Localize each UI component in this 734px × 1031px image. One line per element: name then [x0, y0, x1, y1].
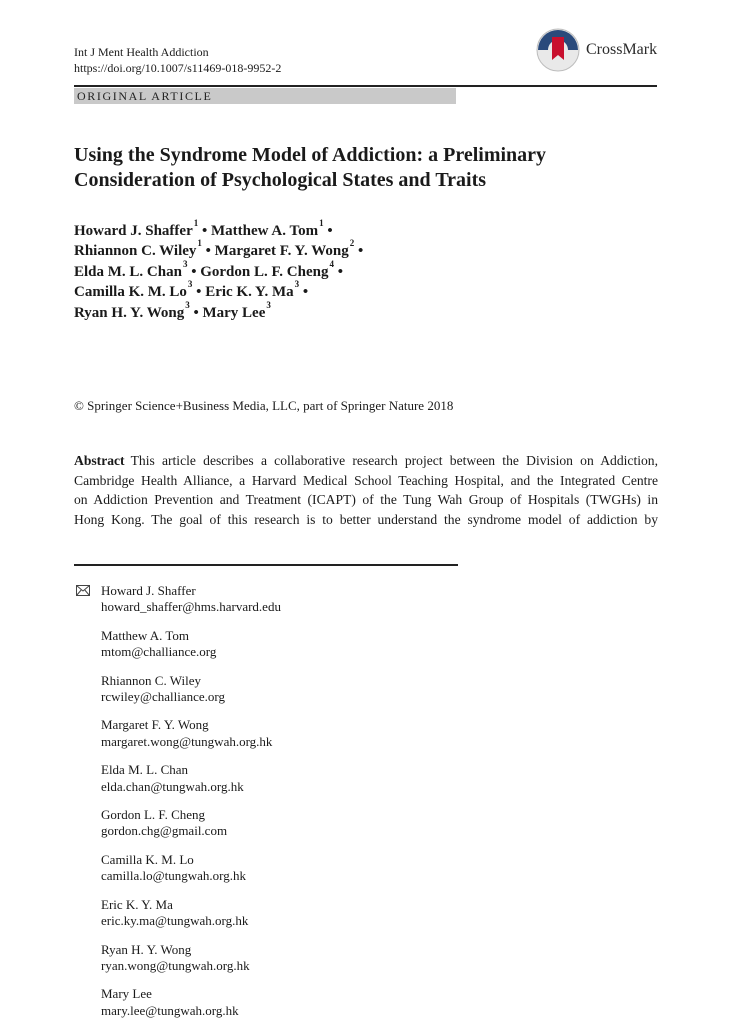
contact-entry	[101, 942, 281, 975]
affiliation-sup: 3	[182, 258, 188, 269]
contact-name: Camilla K. M. Lo	[101, 851, 194, 867]
affiliation-sup: 4	[329, 258, 334, 269]
author-list	[74, 218, 634, 323]
author-separator: •	[193, 304, 199, 321]
contact-entry	[101, 628, 281, 661]
contact-name: Matthew A. Tom	[101, 627, 190, 643]
abstract-line: on Addiction Prevention and Treatment (ICAPT) of the Tung Wah Group of Hospitals (TWGHs) in	[74, 492, 658, 507]
contact-entry	[101, 583, 281, 616]
journal-name: Int J Ment Health Addiction	[74, 45, 209, 59]
affiliation-sup: 1	[197, 238, 202, 249]
title-line: Consideration of Psychological States and Traits	[74, 169, 487, 191]
author-separator: •	[202, 223, 208, 239]
title-line: Using the Syndrome Model of Addiction: a Preliminary	[74, 144, 547, 166]
contact-email[interactable]: elda.chan@tungwah.org.hk	[101, 778, 244, 794]
contact-entry	[101, 986, 281, 1019]
contact-name: Ryan H. Y. Wong	[101, 941, 192, 957]
contact-name: Eric K. Y. Ma	[101, 896, 173, 912]
envelope-icon	[76, 585, 90, 596]
contact-name: Mary Lee	[101, 986, 152, 1002]
contact-entry	[101, 897, 281, 930]
abstract-line: Hong Kong. The goal of this research is to better understand the syndrome model of addiction by	[74, 511, 658, 527]
author-name[interactable]: Gordon L. F. Cheng	[200, 263, 329, 280]
contact-name: Rhiannon C. Wiley	[101, 672, 201, 688]
contact-email[interactable]: eric.ky.ma@tungwah.org.hk	[101, 913, 249, 929]
abstract-label: Abstract	[74, 453, 125, 468]
affiliation-sup: 3	[266, 299, 271, 310]
author-line	[74, 218, 634, 241]
crossmark-badge[interactable]	[536, 27, 666, 73]
paper-title	[74, 143, 654, 193]
author-name[interactable]: Elda M. L. Chan	[74, 263, 182, 280]
contact-list	[101, 583, 281, 1031]
contact-email[interactable]: camilla.lo@tungwah.org.hk	[101, 868, 246, 884]
affiliation-sup: 1	[193, 218, 199, 228]
author-name[interactable]: Eric K. Y. Ma	[205, 284, 294, 301]
article-type: ORIGINAL ARTICLE	[74, 88, 456, 104]
author-name[interactable]: Mary Lee	[202, 304, 266, 321]
contact-email[interactable]: howard_shaffer@hms.harvard.edu	[101, 599, 281, 615]
contact-name: Gordon L. F. Cheng	[101, 807, 206, 823]
doi-link[interactable]: https://doi.org/10.1007/s11469-018-9952-2	[74, 61, 282, 75]
abstract-text: This article describes a collaborative research project between the Division on Addiction,	[130, 453, 658, 468]
author-separator: •	[357, 243, 364, 260]
author-line	[74, 279, 634, 302]
contact-entry	[101, 673, 281, 706]
contact-name: Elda M. L. Chan	[101, 762, 189, 778]
affiliation-sup: 1	[319, 218, 324, 228]
author-name[interactable]: Matthew A. Tom	[211, 223, 319, 239]
footnote-divider	[74, 564, 458, 566]
author-name[interactable]: Camilla K. M. Lo	[74, 284, 187, 301]
crossmark-icon	[536, 28, 580, 72]
header-divider	[74, 85, 657, 87]
author-name[interactable]: Ryan H. Y. Wong	[74, 304, 185, 321]
abstract-line	[74, 451, 658, 471]
author-separator: •	[327, 223, 333, 239]
author-separator: •	[196, 284, 202, 301]
copyright-notice: © Springer Science+Business Media, LLC, part of Springer Nature 2018	[74, 398, 454, 413]
author-separator: •	[337, 263, 343, 280]
author-name[interactable]: Margaret F. Y. Wong	[214, 243, 349, 260]
affiliation-sup: 3	[185, 299, 190, 310]
contact-email[interactable]: mtom@challiance.org	[101, 644, 217, 660]
affiliation-sup: 3	[187, 279, 193, 290]
author-separator: •	[205, 243, 211, 260]
author-separator: •	[191, 263, 197, 280]
contact-name: Howard J. Shaffer	[101, 583, 196, 598]
affiliation-sup: 3	[294, 279, 300, 290]
contact-name: Margaret F. Y. Wong	[101, 717, 209, 733]
author-line	[74, 299, 634, 323]
contact-email[interactable]: ryan.wong@tungwah.org.hk	[101, 957, 250, 973]
author-line	[74, 238, 634, 261]
contact-email[interactable]: gordon.chg@gmail.com	[101, 823, 228, 839]
author-name[interactable]: Howard J. Shaffer	[74, 223, 193, 239]
author-line	[74, 258, 634, 282]
journal-header	[74, 44, 281, 76]
contact-entry	[101, 852, 281, 885]
author-name[interactable]: Rhiannon C. Wiley	[74, 243, 197, 260]
author-separator: •	[302, 284, 309, 301]
crossmark-label: CrossMark	[586, 41, 658, 58]
contact-email[interactable]: mary.lee@tungwah.org.hk	[101, 1002, 239, 1018]
abstract	[74, 451, 658, 529]
contact-entry	[101, 807, 281, 840]
contact-email[interactable]: rcwiley@challiance.org	[101, 689, 225, 705]
contact-entry	[101, 762, 281, 795]
abstract-line: Cambridge Health Alliance, a Harvard Medical School Teaching Hospital, and the Integrated Centre	[74, 472, 658, 488]
contact-entry	[101, 717, 281, 750]
contact-email[interactable]: margaret.wong@tungwah.org.hk	[101, 733, 273, 749]
affiliation-sup: 2	[349, 238, 355, 249]
